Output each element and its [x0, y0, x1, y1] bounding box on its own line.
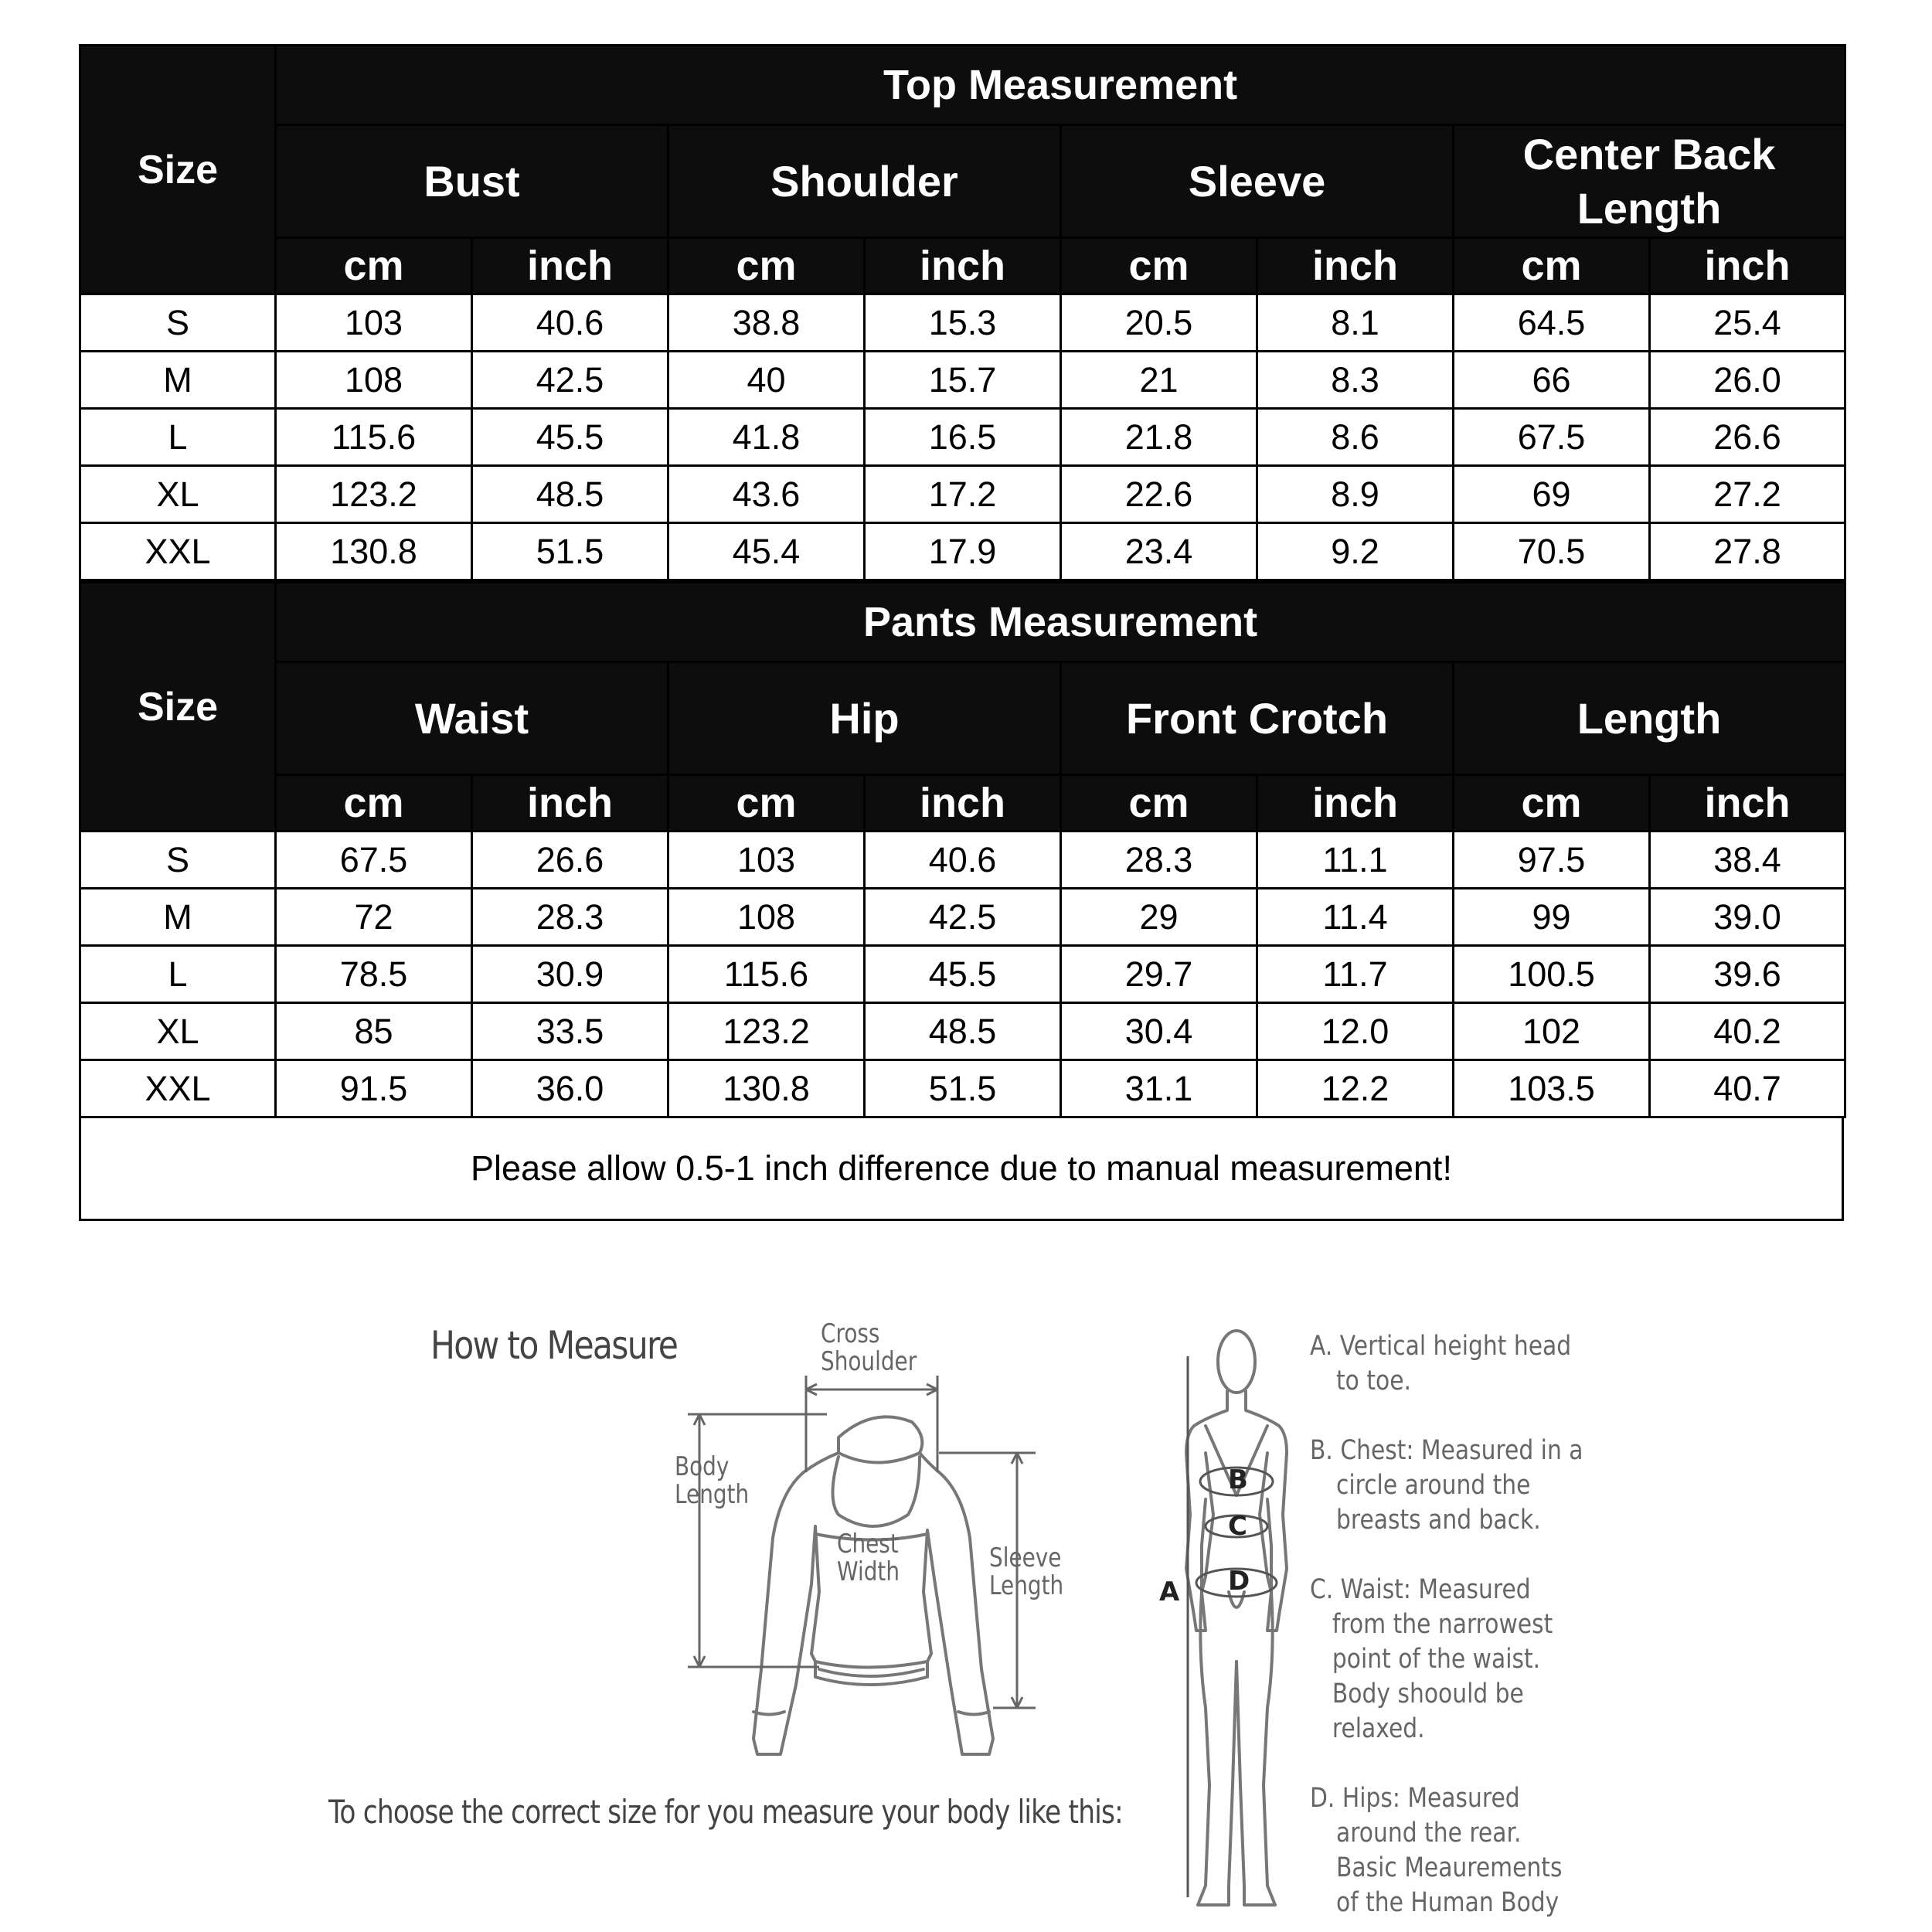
- value-cell: 31.1: [1061, 1060, 1257, 1117]
- value-cell: 38.8: [668, 294, 865, 352]
- size-cell: XL: [80, 466, 276, 523]
- value-cell: 40.2: [1650, 1003, 1845, 1060]
- size-cell: S: [80, 832, 276, 889]
- value-cell: 39.0: [1650, 889, 1845, 946]
- unit-header-cm: cm: [276, 238, 472, 294]
- size-cell: L: [80, 409, 276, 466]
- body-letter-a: A: [1159, 1577, 1180, 1607]
- note-b: B. Chest: Measured in a circle around the breasts and back.: [1310, 1435, 1583, 1536]
- group-header-length: Length: [1454, 662, 1845, 775]
- size-cell: XXL: [80, 1060, 276, 1117]
- value-cell: 9.2: [1257, 523, 1454, 580]
- value-cell: 11.4: [1257, 889, 1454, 946]
- value-cell: 130.8: [276, 523, 472, 580]
- value-cell: 108: [668, 889, 865, 946]
- value-cell: 91.5: [276, 1060, 472, 1117]
- value-cell: 11.7: [1257, 946, 1454, 1003]
- value-cell: 45.5: [472, 409, 668, 466]
- unit-header-cm: cm: [1454, 775, 1650, 832]
- group-header-waist: Waist: [276, 662, 668, 775]
- value-cell: 16.5: [865, 409, 1061, 466]
- value-cell: 99: [1454, 889, 1650, 946]
- unit-header-cm: cm: [1061, 238, 1257, 294]
- unit-header-inch: inch: [865, 238, 1061, 294]
- measure-instruction: To choose the correct size for you measure your body like this:: [328, 1793, 1123, 1831]
- value-cell: 11.1: [1257, 832, 1454, 889]
- value-cell: 45.5: [865, 946, 1061, 1003]
- value-cell: 100.5: [1454, 946, 1650, 1003]
- unit-header-cm: cm: [668, 775, 865, 832]
- value-cell: 26.6: [472, 832, 668, 889]
- body-figure-drawing: [1186, 1331, 1287, 1905]
- value-cell: 48.5: [865, 1003, 1061, 1060]
- value-cell: 85: [276, 1003, 472, 1060]
- value-cell: 8.1: [1257, 294, 1454, 352]
- value-cell: 72: [276, 889, 472, 946]
- unit-header-cm: cm: [276, 775, 472, 832]
- value-cell: 17.9: [865, 523, 1061, 580]
- note-c: C. Waist: Measured from the narrowest point of the waist. Body shoould be relaxed.: [1310, 1574, 1553, 1744]
- value-cell: 15.7: [865, 352, 1061, 409]
- value-cell: 38.4: [1650, 832, 1845, 889]
- size-cell: S: [80, 294, 276, 352]
- value-cell: 8.3: [1257, 352, 1454, 409]
- value-cell: 97.5: [1454, 832, 1650, 889]
- value-cell: 36.0: [472, 1060, 668, 1117]
- value-cell: 12.2: [1257, 1060, 1454, 1117]
- value-cell: 29.7: [1061, 946, 1257, 1003]
- top-measurement-title: Top Measurement: [276, 46, 1845, 125]
- value-cell: 45.4: [668, 523, 865, 580]
- size-cell: M: [80, 352, 276, 409]
- note-a: A. Vertical height head to toe.: [1310, 1331, 1572, 1396]
- value-cell: 123.2: [668, 1003, 865, 1060]
- unit-header-inch: inch: [472, 238, 668, 294]
- value-cell: 67.5: [1454, 409, 1650, 466]
- note-d: D. Hips: Measured around the rear. Basic Meaurements of the Human Body: [1310, 1783, 1563, 1918]
- value-cell: 15.3: [865, 294, 1061, 352]
- group-header-center-back-length: Center Back Length: [1454, 125, 1845, 238]
- unit-header-inch: inch: [472, 775, 668, 832]
- value-cell: 103: [668, 832, 865, 889]
- unit-header-inch: inch: [1650, 775, 1845, 832]
- value-cell: 28.3: [472, 889, 668, 946]
- value-cell: 39.6: [1650, 946, 1845, 1003]
- cross-shoulder-label: Cross Shoulder: [821, 1318, 917, 1377]
- value-cell: 20.5: [1061, 294, 1257, 352]
- value-cell: 17.2: [865, 466, 1061, 523]
- value-cell: 130.8: [668, 1060, 865, 1117]
- size-header: Size: [80, 46, 276, 294]
- size-cell: XXL: [80, 523, 276, 580]
- chest-width-label: Chest Width: [837, 1529, 900, 1587]
- value-cell: 51.5: [472, 523, 668, 580]
- value-cell: 108: [276, 352, 472, 409]
- value-cell: 21: [1061, 352, 1257, 409]
- value-cell: 78.5: [276, 946, 472, 1003]
- value-cell: 25.4: [1650, 294, 1845, 352]
- unit-header-cm: cm: [1061, 775, 1257, 832]
- value-cell: 43.6: [668, 466, 865, 523]
- group-header-shoulder: Shoulder: [668, 125, 1061, 238]
- size-cell: L: [80, 946, 276, 1003]
- value-cell: 115.6: [276, 409, 472, 466]
- value-cell: 12.0: [1257, 1003, 1454, 1060]
- value-cell: 115.6: [668, 946, 865, 1003]
- value-cell: 30.9: [472, 946, 668, 1003]
- body-letter-d: D: [1228, 1566, 1250, 1597]
- unit-header-inch: inch: [1257, 775, 1454, 832]
- value-cell: 67.5: [276, 832, 472, 889]
- value-cell: 29: [1061, 889, 1257, 946]
- value-cell: 103.5: [1454, 1060, 1650, 1117]
- value-cell: 8.9: [1257, 466, 1454, 523]
- value-cell: 123.2: [276, 466, 472, 523]
- value-cell: 8.6: [1257, 409, 1454, 466]
- value-cell: 70.5: [1454, 523, 1650, 580]
- value-cell: 42.5: [472, 352, 668, 409]
- size-cell: XL: [80, 1003, 276, 1060]
- value-cell: 41.8: [668, 409, 865, 466]
- size-header: Size: [80, 583, 276, 832]
- value-cell: 40.6: [865, 832, 1061, 889]
- value-cell: 51.5: [865, 1060, 1061, 1117]
- group-header-front-crotch: Front Crotch: [1061, 662, 1454, 775]
- value-cell: 40: [668, 352, 865, 409]
- measurement-note-text: Please allow 0.5-1 inch difference due to manual measurement!: [471, 1148, 1452, 1188]
- value-cell: 66: [1454, 352, 1650, 409]
- unit-header-inch: inch: [1650, 238, 1845, 294]
- group-header-hip: Hip: [668, 662, 1061, 775]
- how-to-measure-title: How to Measure: [430, 1323, 678, 1368]
- value-cell: 27.8: [1650, 523, 1845, 580]
- value-cell: 69: [1454, 466, 1650, 523]
- value-cell: 26.0: [1650, 352, 1845, 409]
- value-cell: 22.6: [1061, 466, 1257, 523]
- value-cell: 48.5: [472, 466, 668, 523]
- value-cell: 102: [1454, 1003, 1650, 1060]
- value-cell: 40.6: [472, 294, 668, 352]
- sleeve-length-label: Sleeve Length: [989, 1543, 1064, 1601]
- value-cell: 23.4: [1061, 523, 1257, 580]
- group-header-bust: Bust: [276, 125, 668, 238]
- body-letter-c: C: [1228, 1511, 1247, 1542]
- size-cell: M: [80, 889, 276, 946]
- group-header-sleeve: Sleeve: [1061, 125, 1454, 238]
- value-cell: 64.5: [1454, 294, 1650, 352]
- body-letter-b: B: [1228, 1464, 1248, 1495]
- unit-header-inch: inch: [1257, 238, 1454, 294]
- value-cell: 42.5: [865, 889, 1061, 946]
- value-cell: 103: [276, 294, 472, 352]
- value-cell: 26.6: [1650, 409, 1845, 466]
- value-cell: 28.3: [1061, 832, 1257, 889]
- unit-header-cm: cm: [668, 238, 865, 294]
- body-length-label: Body Length: [675, 1451, 750, 1510]
- pants-measurement-title: Pants Measurement: [276, 583, 1845, 662]
- unit-header-inch: inch: [865, 775, 1061, 832]
- value-cell: 33.5: [472, 1003, 668, 1060]
- value-cell: 30.4: [1061, 1003, 1257, 1060]
- unit-header-cm: cm: [1454, 238, 1650, 294]
- value-cell: 40.7: [1650, 1060, 1845, 1117]
- value-cell: 21.8: [1061, 409, 1257, 466]
- value-cell: 27.2: [1650, 466, 1845, 523]
